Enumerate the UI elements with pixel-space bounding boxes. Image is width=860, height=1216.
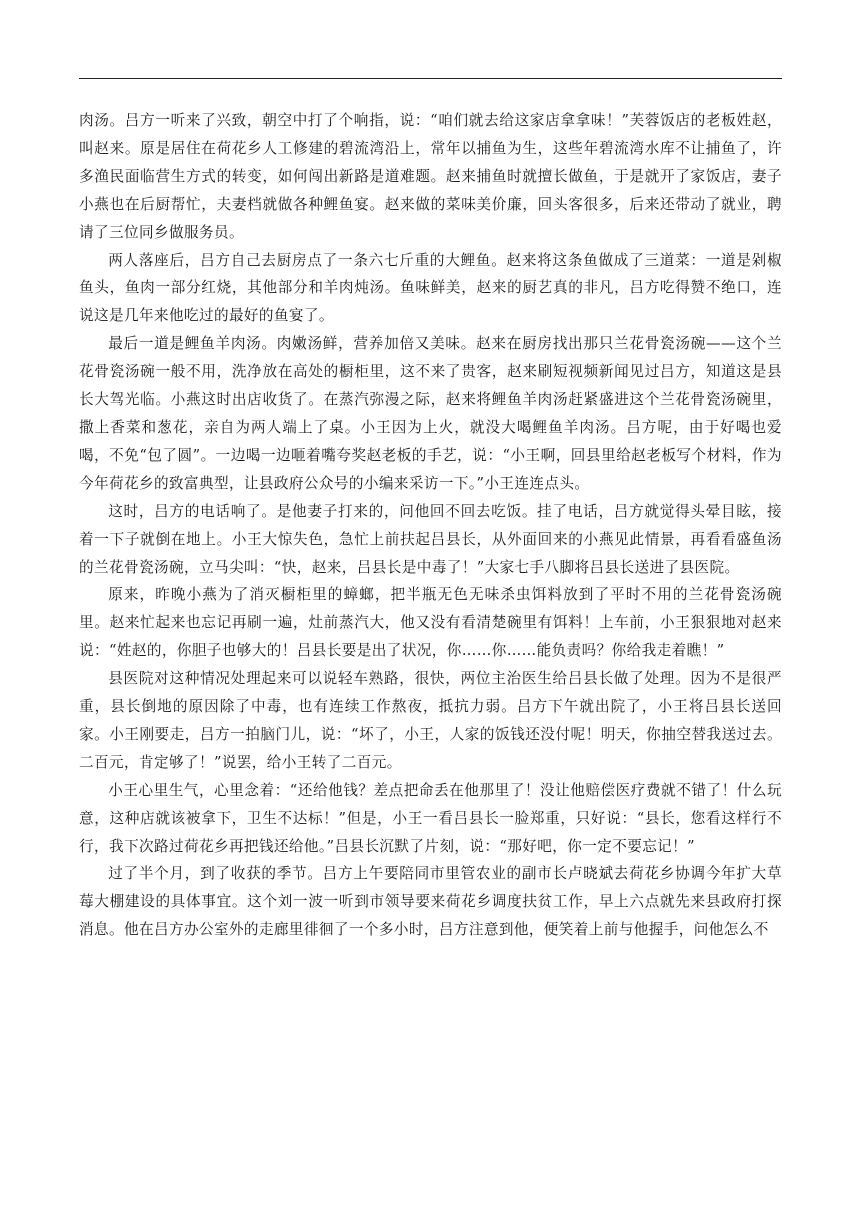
- paragraph-2: 两人落座后，吕方自己去厨房点了一条六七斤重的大鲤鱼。赵来将这条鱼做成了三道菜：一道是剁椒鱼头，鱼肉一部分红烧，其他部分和羊肉炖汤。鱼味鲜美，赵来的厨艺真的非凡，吕方吃得赞不绝口，连说这是几年来他吃过的最好的鱼宴了。: [79, 251, 782, 325]
- paragraph-1: 肉汤。吕方一听来了兴致，朝空中打了个响指，说：“咱们就去给这家店拿拿味！”芙蓉饭店的老板姓赵，叫赵来。原是居住在荷花乡人工修建的碧流湾沿上，常年以捕鱼为生，这些年碧流湾水库不让捕鱼了，许多渔民面临营生方式的转变，如何闯出新路是道难题。赵来捕鱼时就擅长做鱼，于是就开了家饭店，妻子小燕也在后厨帮忙，夫妻档就做各种鲤鱼宴。赵来做的菜味美价廉，回头客很多，后来还带动了就业，聘请了三位同乡做服务员。: [79, 112, 782, 241]
- paragraph-6: 县医院对这种情况处理起来可以说轻车熟路，很快，两位主治医生给吕县长做了处理。因为不是很严重，县长倒地的原因除了中毒，也有连续工作熬夜，抵抗力弱。吕方下午就出院了，小王将吕县长送回家。小王刚要走，吕方一拍脑门儿，说：“坏了，小王，人家的饭钱还没付呢！明天，你抽空替我送过去。二百元，肯定够了！”说罢，给小王转了二百元。: [79, 670, 782, 771]
- paragraph-4: 这时，吕方的电话响了。是他妻子打来的，问他回不回去吃饭。挂了电话，吕方就觉得头晕目眩，接着一下子就倒在地上。小王大惊失色，急忙上前扶起吕县长，从外面回来的小燕见此情景，再看看盛鱼汤的兰花骨瓷汤碗，立马尖叫：“快，赵来，吕县长是中毒了！”大家七手八脚将吕县长送进了县医院。: [79, 502, 782, 576]
- article-body: [79, 107, 782, 944]
- header-rule: [79, 78, 782, 79]
- paragraph-7: 小王心里生气，心里念着：“还给他钱？差点把命丢在他那里了！没让他赔偿医疗费就不错了！什么玩意，这种店就该被拿下，卫生不达标！”但是，小王一看吕县长一脸郑重，只好说：“县长，您看这样行不行，我下次路过荷花乡再把钱还给他。”吕县长沉默了片刻，说：“那好吧，你一定不要忘记！”: [79, 781, 782, 855]
- paragraph-5: 原来，昨晚小燕为了消灭橱柜里的蟑螂，把半瓶无色无味杀虫饵料放到了平时不用的兰花骨瓷汤碗里。赵来忙起来也忘记再刷一遍，灶前蒸汽大，他又没有看清楚碗里有饵料！上车前，小王狠狠地对赵来说：“姓赵的，你胆子也够大的！吕县长要是出了状况，你……你……能负责吗？你给我走着瞧！”: [79, 586, 782, 660]
- paragraph-8: 过了半个月，到了收获的季节。吕方上午要陪同市里管农业的副市长卢晓斌去荷花乡协调今年扩大草莓大棚建设的具体事宜。这个刘一波一听到市领导要来荷花乡调度扶贫工作，早上六点就先来县政府打探消息。他在吕方办公室外的走廊里徘徊了一个多小时，吕方注意到他，便笑着上前与他握手，问他怎么不: [79, 865, 782, 939]
- paragraph-3: 最后一道是鲤鱼羊肉汤。肉嫩汤鲜，营养加倍又美味。赵来在厨房找出那只兰花骨瓷汤碗——这个兰花骨瓷汤碗一般不用，洗净放在高处的橱柜里，这不来了贵客，赵来刷短视频新闻见过吕方，知道这是县长大驾光临。小燕这时出店收货了。在蒸汽弥漫之际，赵来将鲤鱼羊肉汤赶紧盛进这个兰花骨瓷汤碗里，撒上香菜和葱花，亲自为两人端上了桌。小王因为上火，就没大喝鲤鱼羊肉汤。吕方呢，由于好喝也爱喝，不免“包了圆”。一边喝一边咂着嘴夸奖赵老板的手艺，说：“小王啊，回县里给赵老板写个材料，作为今年荷花乡的致富典型，让县政府公众号的小编来采访一下。”小王连连点头。: [79, 335, 782, 492]
